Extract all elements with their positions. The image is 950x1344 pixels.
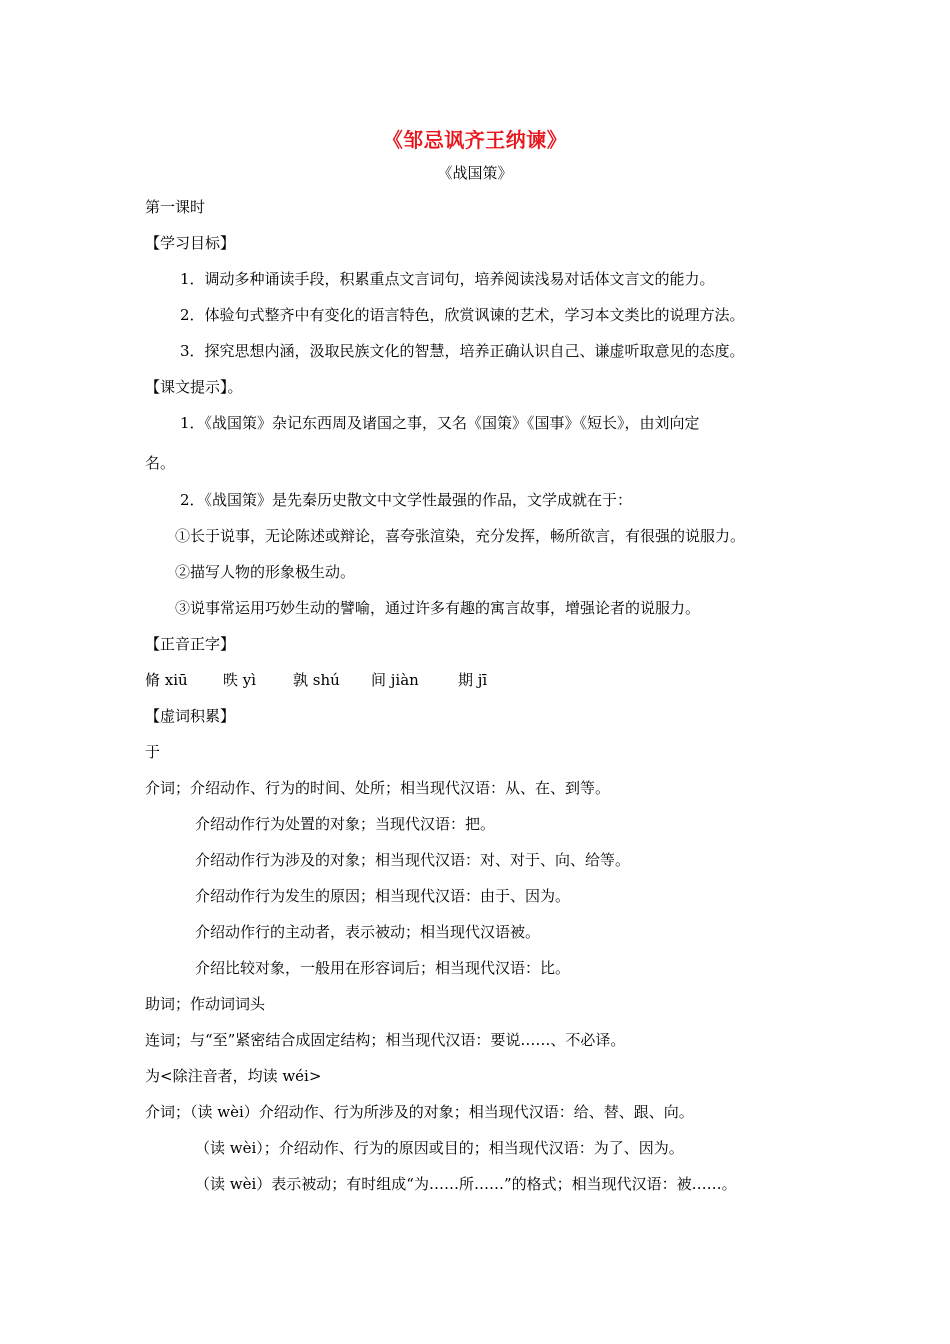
wei-preposition-use: （读 wèi）表示被动；有时组成“为……所……”的格式；相当现代汉语：被……。 (195, 1175, 737, 1193)
goal-item: 3．探究思想内涵，汲取民族文化的智慧，培养正确认识自己、谦虚听取意见的态度。 (180, 342, 745, 360)
tip-point: ②描写人物的形象极生动。 (175, 563, 356, 581)
yu-preposition-use: 介绍动作行的主动者，表示被动；相当现代汉语被。 (195, 923, 541, 941)
yu-preposition-use: 介绍动作行为涉及的对象；相当现代汉语：对、对于、向、给等。 (195, 851, 631, 869)
word-wei: 为<除注音者，均读 wéi> (145, 1067, 322, 1085)
yu-auxiliary: 助词；作动词词头 (145, 995, 266, 1013)
goal-item: 2．体验句式整齐中有变化的语言特色，欣赏讽谏的艺术，学习本文类比的说理方法。 (180, 306, 745, 324)
document-title: 《邹忌讽齐王纳谏》 (382, 128, 568, 152)
pinyin-item: 孰 shú (293, 671, 340, 689)
yu-preposition: 介词；介绍动作、行为的时间、处所；相当现代汉语：从、在、到等。 (145, 779, 611, 797)
goals-heading: 【学习目标】 (145, 234, 236, 252)
pinyin-item: 昳 yì (223, 671, 257, 689)
tip-item: 2．《战国策》是先秦历史散文中文学性最强的作品，文学成就在于： (180, 491, 633, 509)
yu-preposition-use: 介绍动作行为发生的原因；相当现代汉语：由于、因为。 (195, 887, 571, 905)
wei-preposition: 介词；（读 wèi）介绍动作、行为所涉及的对象；相当现代汉语：给、替、跟、向。 (145, 1103, 694, 1121)
tips-heading: 【课文提示】。 (145, 378, 243, 396)
lesson-label: 第一课时 (145, 198, 206, 216)
yu-preposition-use: 介绍比较对象，一般用在形容词后；相当现代汉语：比。 (195, 959, 571, 977)
pinyin-item: 脩 xiū (145, 671, 188, 689)
word-yu: 于 (145, 743, 161, 761)
pinyin-item: 期 jī (458, 671, 488, 689)
pronunciation-heading: 【正音正字】 (145, 635, 236, 653)
tip-point: ①长于说事，无论陈述或辩论，喜夸张渲染，充分发挥，畅所欲言，有很强的说服力。 (175, 527, 746, 545)
yu-conjunction: 连词；与“至”紧密结合成固定结构；相当现代汉语：要说……、不必译。 (145, 1031, 626, 1049)
function-words-heading: 【虚词积累】 (145, 707, 236, 725)
tip-item: 1．《战国策》杂记东西周及诸国之事，又名《国策》《国事》《短长》，由刘向定 (180, 414, 700, 432)
pinyin-item: 间 jiàn (371, 671, 419, 689)
goal-item: 1．调动多种诵读手段，积累重点文言词句，培养阅读浅易对话体文言文的能力。 (180, 270, 715, 288)
tip-point: ③说事常运用巧妙生动的譬喻，通过许多有趣的寓言故事，增强论者的说服力。 (175, 599, 701, 617)
yu-preposition-use: 介绍动作行为处置的对象；当现代汉语：把。 (195, 815, 496, 833)
tip-item-continuation: 名。 (145, 454, 176, 472)
pronunciation-row (145, 670, 487, 690)
wei-preposition-use: （读 wèi）；介绍动作、行为的原因或目的；相当现代汉语：为了、因为。 (195, 1139, 684, 1157)
document-subtitle: 《战国策》 (437, 164, 513, 182)
